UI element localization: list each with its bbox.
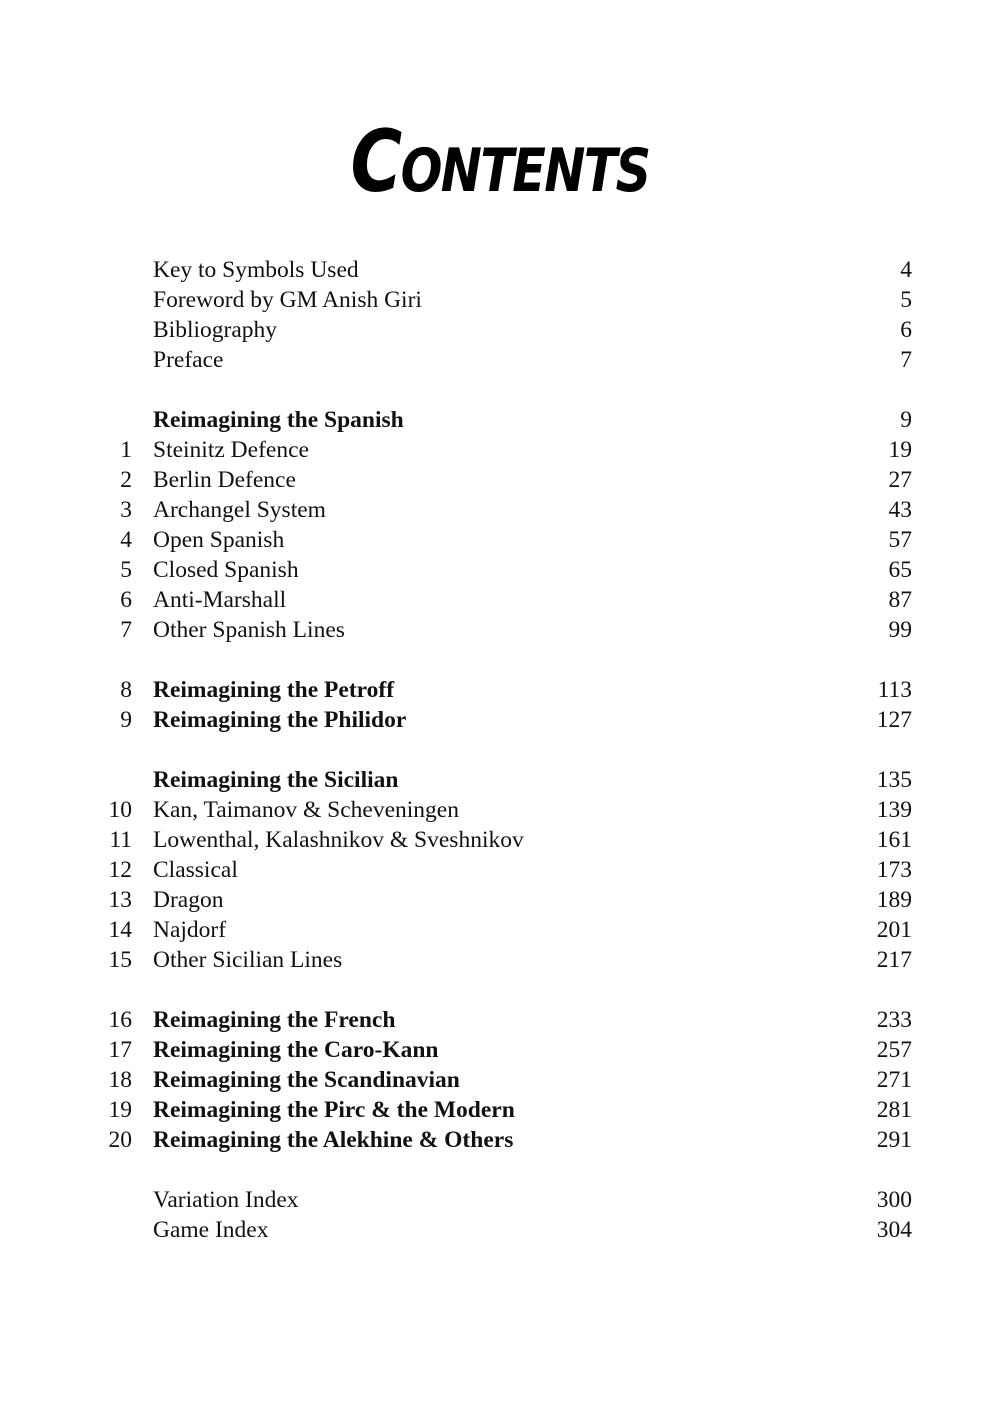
entry-title: Reimagining the Petroff: [153, 677, 395, 703]
page-number: 6: [900, 317, 912, 343]
page-number: 27: [888, 467, 912, 493]
chapter-number: 9: [120, 707, 132, 733]
toc-group: [0, 405, 1000, 645]
entry-title: Anti-Marshall: [153, 587, 287, 613]
toc-entry[interactable]: [0, 1065, 1000, 1095]
toc-entry[interactable]: [0, 855, 1000, 885]
toc-group: [0, 255, 1000, 375]
chapter-number: 15: [108, 947, 132, 973]
toc-entry[interactable]: [0, 345, 1000, 375]
entry-title: Reimagining the Scandinavian: [153, 1067, 460, 1093]
page-number: 300: [876, 1187, 912, 1213]
toc-entry[interactable]: [0, 705, 1000, 735]
page-number: 43: [888, 497, 912, 523]
toc-entry[interactable]: [0, 945, 1000, 975]
page-number: 233: [876, 1007, 912, 1033]
page-number: 9: [900, 407, 912, 433]
entry-title: Lowenthal, Kalashnikov & Sveshnikov: [153, 827, 524, 853]
toc-entry[interactable]: [0, 1125, 1000, 1155]
toc-entry[interactable]: [0, 1035, 1000, 1065]
toc-entry[interactable]: [0, 825, 1000, 855]
chapter-number: 11: [109, 827, 132, 853]
page-number: 57: [888, 527, 912, 553]
page-title: [90, 112, 910, 212]
entry-title: Reimagining the Spanish: [153, 407, 404, 433]
entry-title: Kan, Taimanov & Scheveningen: [153, 797, 459, 823]
entry-title: Reimagining the Pirc & the Modern: [153, 1097, 515, 1123]
chapter-number: 6: [120, 587, 132, 613]
toc-entry[interactable]: [0, 285, 1000, 315]
toc-entry[interactable]: [0, 585, 1000, 615]
page-number: 281: [876, 1097, 912, 1123]
chapter-number: 19: [108, 1097, 132, 1123]
page-number: 201: [876, 917, 912, 943]
entry-title: Bibliography: [153, 317, 278, 343]
toc-entry[interactable]: [0, 255, 1000, 285]
entry-title: Key to Symbols Used: [153, 257, 359, 283]
page-number: 87: [888, 587, 912, 613]
toc-entry[interactable]: [0, 465, 1000, 495]
toc-entry[interactable]: [0, 315, 1000, 345]
page-number: 304: [876, 1217, 912, 1243]
chapter-number: 8: [120, 677, 132, 703]
toc-entry[interactable]: [0, 795, 1000, 825]
page-title-text: Contents: [350, 112, 650, 212]
chapter-number: 20: [108, 1127, 132, 1153]
toc-entry[interactable]: [0, 555, 1000, 585]
toc-entry[interactable]: [0, 525, 1000, 555]
entry-title: Open Spanish: [153, 527, 285, 553]
page-number: 99: [888, 617, 912, 643]
page-number: 135: [876, 767, 912, 793]
chapter-number: 5: [120, 557, 132, 583]
page-number: 5: [900, 287, 912, 313]
toc-entry[interactable]: [0, 675, 1000, 705]
toc-entry[interactable]: [0, 885, 1000, 915]
entry-title: Closed Spanish: [153, 557, 299, 583]
toc-entry[interactable]: [0, 495, 1000, 525]
page-number: 19: [888, 437, 912, 463]
chapter-number: 10: [108, 797, 132, 823]
page-number: 189: [876, 887, 912, 913]
chapter-number: 16: [108, 1007, 132, 1033]
entry-title: Reimagining the French: [153, 1007, 396, 1033]
chapter-number: 2: [120, 467, 132, 493]
page-number: 257: [876, 1037, 912, 1063]
toc-group: [0, 765, 1000, 975]
entry-title: Najdorf: [153, 917, 227, 943]
chapter-number: 14: [108, 917, 132, 943]
entry-title: Archangel System: [153, 497, 326, 523]
toc-entry[interactable]: [0, 405, 1000, 435]
page-number: 7: [900, 347, 912, 373]
chapter-number: 1: [120, 437, 132, 463]
toc-entry[interactable]: [0, 915, 1000, 945]
toc-group: [0, 1005, 1000, 1155]
entry-title: Preface: [153, 347, 224, 373]
entry-title: Dragon: [153, 887, 224, 913]
page-number: 65: [888, 557, 912, 583]
toc-entry[interactable]: [0, 1185, 1000, 1215]
chapter-number: 4: [120, 527, 132, 553]
entry-title: Foreword by GM Anish Giri: [153, 287, 422, 313]
page-number: 217: [876, 947, 912, 973]
page-number: 161: [876, 827, 912, 853]
toc-entry[interactable]: [0, 765, 1000, 795]
page-number: 291: [876, 1127, 912, 1153]
entry-title: Reimagining the Caro-Kann: [153, 1037, 439, 1063]
toc-entry[interactable]: [0, 1215, 1000, 1245]
entry-title: Reimagining the Alekhine & Others: [153, 1127, 514, 1153]
page-number: 4: [900, 257, 912, 283]
toc-entry[interactable]: [0, 1095, 1000, 1125]
page-number: 139: [876, 797, 912, 823]
entry-title: Berlin Defence: [153, 467, 296, 493]
entry-title: Variation Index: [153, 1187, 299, 1213]
chapter-number: 13: [108, 887, 132, 913]
entry-title: Other Sicilian Lines: [153, 947, 343, 973]
entry-title: Reimagining the Sicilian: [153, 767, 399, 793]
toc-group: [0, 675, 1000, 735]
toc-entry[interactable]: [0, 615, 1000, 645]
entry-title: Reimagining the Philidor: [153, 707, 407, 733]
toc-group: [0, 1185, 1000, 1245]
table-of-contents: [0, 255, 1000, 1275]
entry-title: Game Index: [153, 1217, 269, 1243]
page-number: 113: [877, 677, 912, 703]
entry-title: Other Spanish Lines: [153, 617, 345, 643]
chapter-number: 12: [108, 857, 132, 883]
entry-title: Steinitz Defence: [153, 437, 309, 463]
chapter-number: 3: [120, 497, 132, 523]
chapter-number: 18: [108, 1067, 132, 1093]
page-number: 127: [876, 707, 912, 733]
entry-title: Classical: [153, 857, 238, 883]
chapter-number: 17: [108, 1037, 132, 1063]
page-number: 173: [876, 857, 912, 883]
chapter-number: 7: [120, 617, 132, 643]
toc-entry[interactable]: [0, 435, 1000, 465]
toc-entry[interactable]: [0, 1005, 1000, 1035]
page-number: 271: [876, 1067, 912, 1093]
